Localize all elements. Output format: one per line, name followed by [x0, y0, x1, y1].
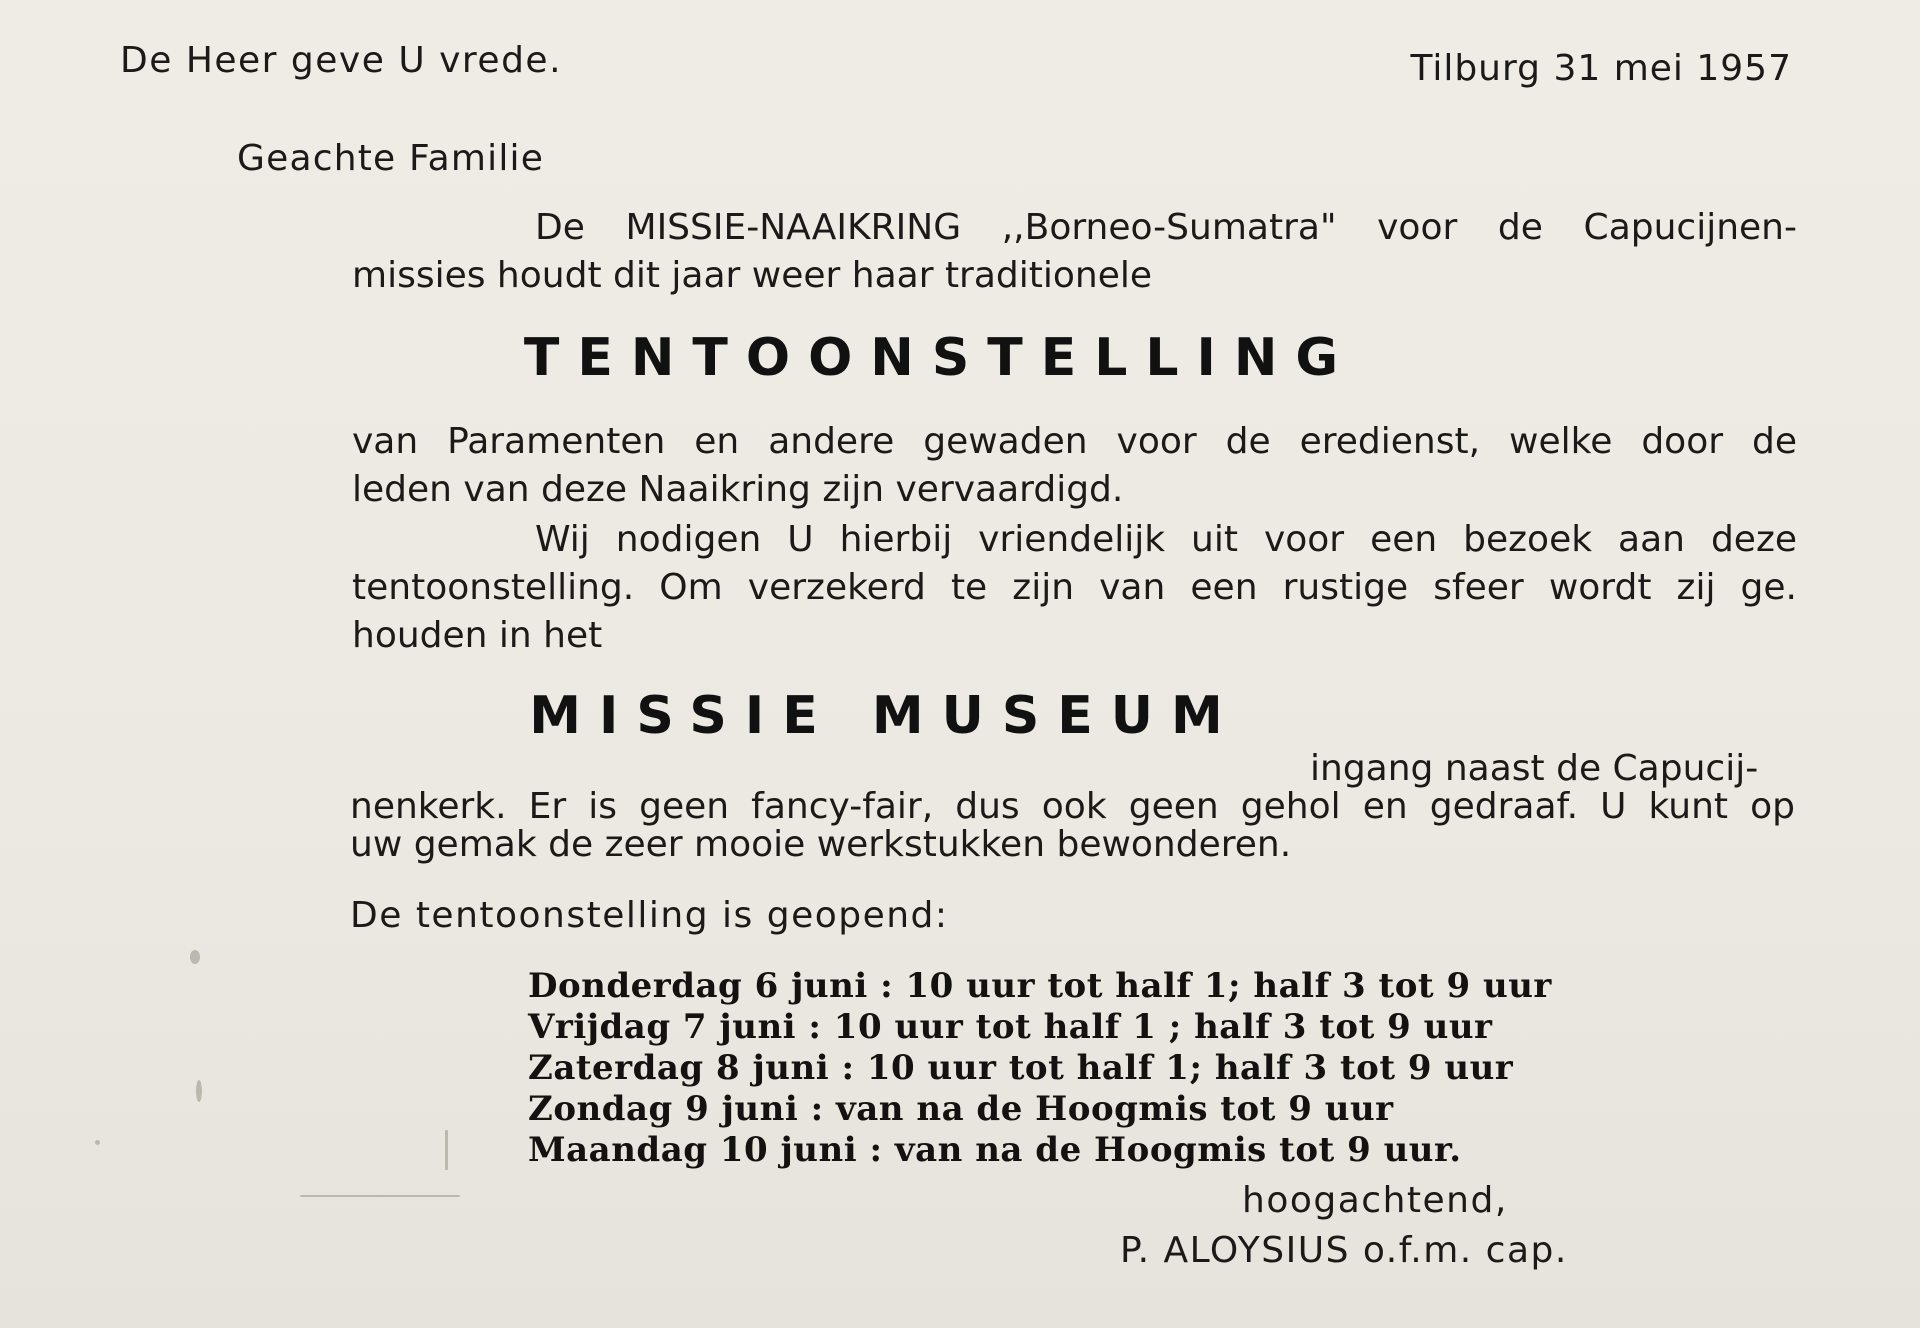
letter-date: Tilburg 31 mei 1957 — [1410, 48, 1792, 89]
intro-line-2: missies houdt dit jaar weer haar traditionele — [352, 255, 1153, 296]
description-line-1: van Paramenten en andere gewaden voor de eredienst, welke door de — [352, 421, 1797, 462]
schedule-row: Vrijdag 7 juni : 10 uur tot half 1 ; half 3 tot 9 uur — [528, 1007, 1493, 1047]
description-paragraph — [352, 418, 1797, 514]
paper-mark — [95, 1140, 100, 1145]
intro-paragraph — [352, 204, 1797, 300]
paper-mark — [300, 1195, 460, 1197]
intro-line-1: De MISSIE-NAAIKRING ,,Borneo-Sumatra" voor de Capucijnen- — [535, 207, 1797, 248]
museum-details-line-2: nenkerk. Er is geen fancy-fair, dus ook geen gehol en gedraaf. U kunt op — [350, 786, 1795, 827]
invitation-line-3: houden in het — [352, 615, 603, 656]
signature: P. ALOYSIUS o.f.m. cap. — [1120, 1230, 1568, 1271]
schedule-row: Zondag 9 juni : van na de Hoogmis tot 9 uur — [528, 1089, 1394, 1129]
schedule-row: Donderdag 6 juni : 10 uur tot half 1; half 3 tot 9 uur — [528, 966, 1552, 1006]
exhibition-heading: TENTOONSTELLING — [523, 328, 1357, 388]
invitation-line-2: tentoonstelling. Om verzekerd te zijn van een rustige sfeer wordt zij ge. — [352, 567, 1797, 608]
schedule-row: Maandag 10 juni : van na de Hoogmis tot 9 uur. — [528, 1130, 1462, 1170]
invitation-line-1: Wij nodigen U hierbij vriendelijk uit voor een bezoek aan deze — [535, 519, 1797, 560]
museum-heading: MISSIE MUSEUM — [529, 686, 1241, 746]
opening-schedule — [528, 966, 1552, 1171]
closing: hoogachtend, — [1242, 1180, 1508, 1221]
description-line-2: leden van deze Naaikring zijn vervaardigd. — [352, 469, 1124, 510]
museum-details-line-3: uw gemak de zeer mooie werkstukken bewonderen. — [350, 824, 1292, 865]
paper-mark — [190, 950, 200, 964]
paper-mark — [196, 1080, 202, 1102]
schedule-row: Zaterdag 8 juni : 10 uur tot half 1; half 3 tot 9 uur — [528, 1048, 1514, 1088]
museum-details-line-1: ingang naast de Capucij- — [1310, 748, 1759, 789]
invitation-paragraph — [352, 516, 1797, 660]
greeting: De Heer geve U vrede. — [120, 40, 563, 81]
opening-intro: De tentoonstelling is geopend: — [350, 895, 949, 936]
paper-mark — [445, 1130, 448, 1170]
museum-details-paragraph — [350, 750, 1795, 864]
salutation: Geachte Familie — [237, 138, 545, 179]
